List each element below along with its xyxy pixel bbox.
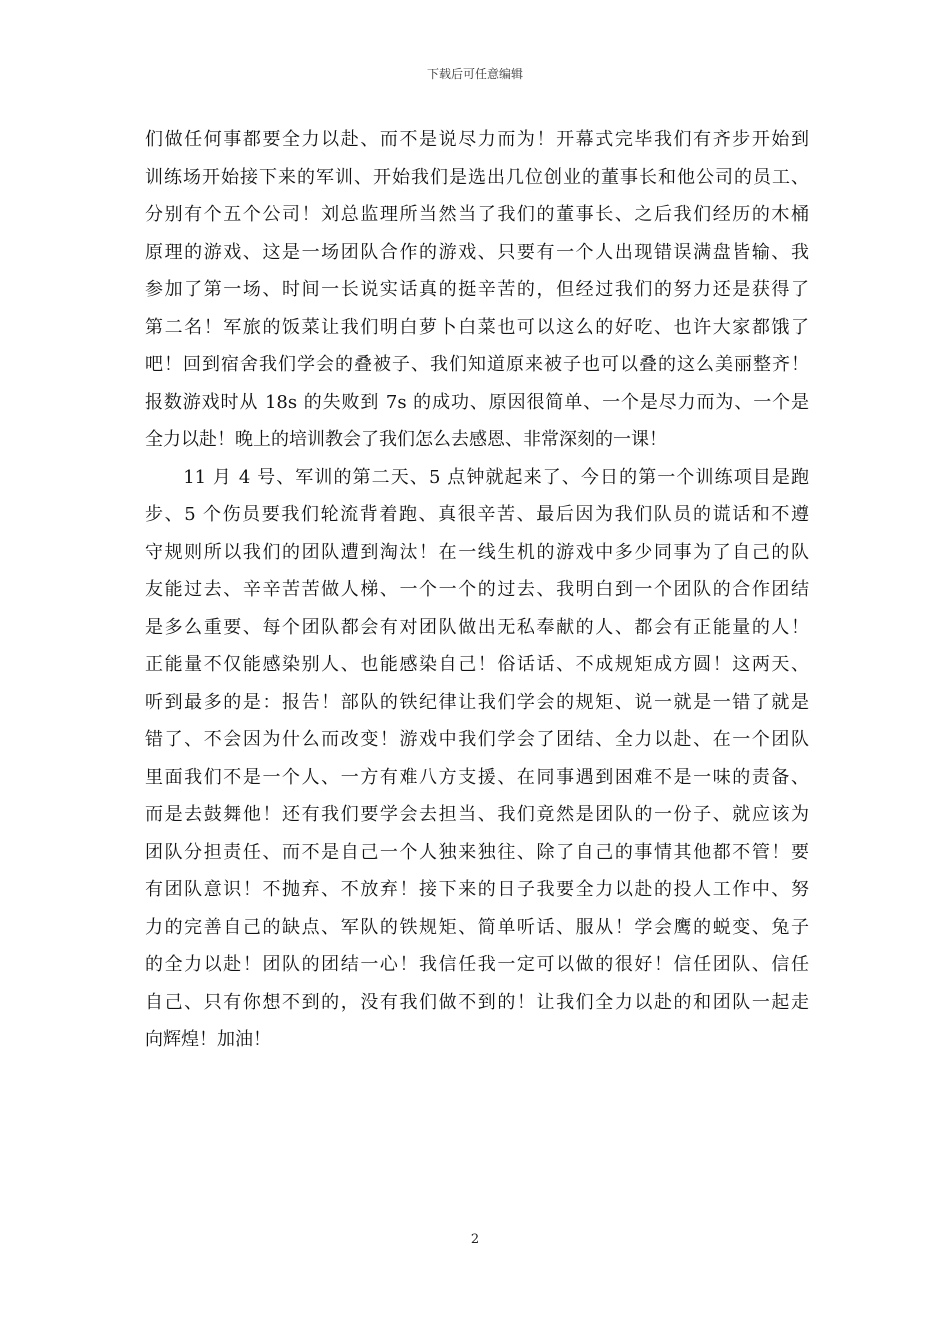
paragraph-1-line-9: 全力以赴！晚上的培训教会了我们怎么去感恩、非常深刻的一课！: [145, 429, 667, 450]
page-number: 2: [470, 1232, 480, 1247]
paragraph-1-line-3: 分别有个五个公司！刘总监理所当然当了我们的董事长、之后我们经历的木桶: [145, 204, 809, 225]
paragraph-2-line-2: 步、5 个伤员要我们轮流背着跑、真很辛苦、最后因为我们队员的谎话和不遵: [145, 504, 809, 525]
paragraph-2-line-10: 而是去鼓舞他！还有我们要学会去担当、我们竟然是团队的一份子、就应该为: [145, 804, 809, 825]
paragraph-1-line-4: 原理的游戏、这是一场团队合作的游戏、只要有一个人出现错误满盘皆输、我: [145, 241, 809, 263]
paragraph-2-line-5: 是多么重要、每个团队都会有对团队做出无私奉献的人、都会有正能量的人！: [145, 616, 809, 638]
paragraph-2-line-11: 团队分担责任、而不是自己一个人独来独往、除了自己的事情其他都不管！要: [145, 841, 809, 863]
paragraph-2-line-1: 11 月 4 号、军训的第二天、5 点钟就起来了、今日的第一个训练项目是跑: [145, 466, 809, 488]
document-body: [145, 126, 809, 1064]
page-header: 下载后可任意编辑: [426, 67, 523, 81]
paragraph-2-line-6: 正能量不仅能感染别人、也能感染自己！俗话话、不成规矩成方圆！这两天、: [145, 654, 809, 675]
paragraph-1-line-1: 们做任何事都要全力以赴、而不是说尽力而为！开幕式完毕我们有齐步开始到: [145, 129, 809, 150]
paragraph-1: [145, 126, 809, 464]
paragraph-2-line-15: 自己、只有你想不到的，没有我们做不到的！让我们全力以赴的和团队一起走: [145, 991, 809, 1013]
paragraph-1-line-8: 报数游戏时从 18s 的失败到 7s 的成功、原因很简单、一个是尽力而为、一个是: [145, 391, 809, 413]
paragraph-2-line-7: 听到最多的是：报告！部队的铁纪律让我们学会的规矩、说一就是一错了就是: [145, 691, 809, 713]
paragraph-1-line-6: 第二名！军旅的饭菜让我们明白萝卜白菜也可以这么的好吃、也许大家都饿了: [145, 316, 809, 338]
paragraph-2-line-8: 错了、不会因为什么而改变！游戏中我们学会了团结、全力以赴、在一个团队: [145, 729, 809, 750]
paragraph-2: [145, 464, 809, 1064]
paragraph-1-line-2: 训练场开始接下来的军训、开始我们是选出几位创业的董事长和他公司的员工、: [145, 166, 809, 188]
paragraph-2-line-4: 友能过去、辛辛苦苦做人梯、一个一个的过去、我明白到一个团队的合作团结: [145, 579, 809, 600]
paragraph-2-line-3: 守规则所以我们的团队遭到淘汰！在一线生机的游戏中多少同事为了自己的队: [145, 541, 809, 563]
paragraph-1-line-7: 吧！回到宿舍我们学会的叠被子、我们知道原来被子也可以叠的这么美丽整齐！: [145, 354, 809, 375]
paragraph-2-line-13: 力的完善自己的缺点、军队的铁规矩、简单听话、服从！学会鹰的蜕变、兔子: [145, 916, 809, 938]
paragraph-2-line-14: 的全力以赴！团队的团结一心！我信任我一定可以做的很好！信任团队、信任: [145, 954, 809, 975]
paragraph-2-line-16: 向辉煌！加油！: [145, 1029, 271, 1050]
paragraph-2-line-12: 有团队意识！不抛弃、不放弃！接下来的日子我要全力以赴的投人工作中、努: [145, 879, 809, 900]
paragraph-2-line-9: 里面我们不是一个人、一方有难八方支援、在同事遇到困难不是一味的责备、: [145, 766, 809, 788]
paragraph-1-line-5: 参加了第一场、时间一长说实话真的挺辛苦的，但经过我们的努力还是获得了: [145, 279, 809, 300]
